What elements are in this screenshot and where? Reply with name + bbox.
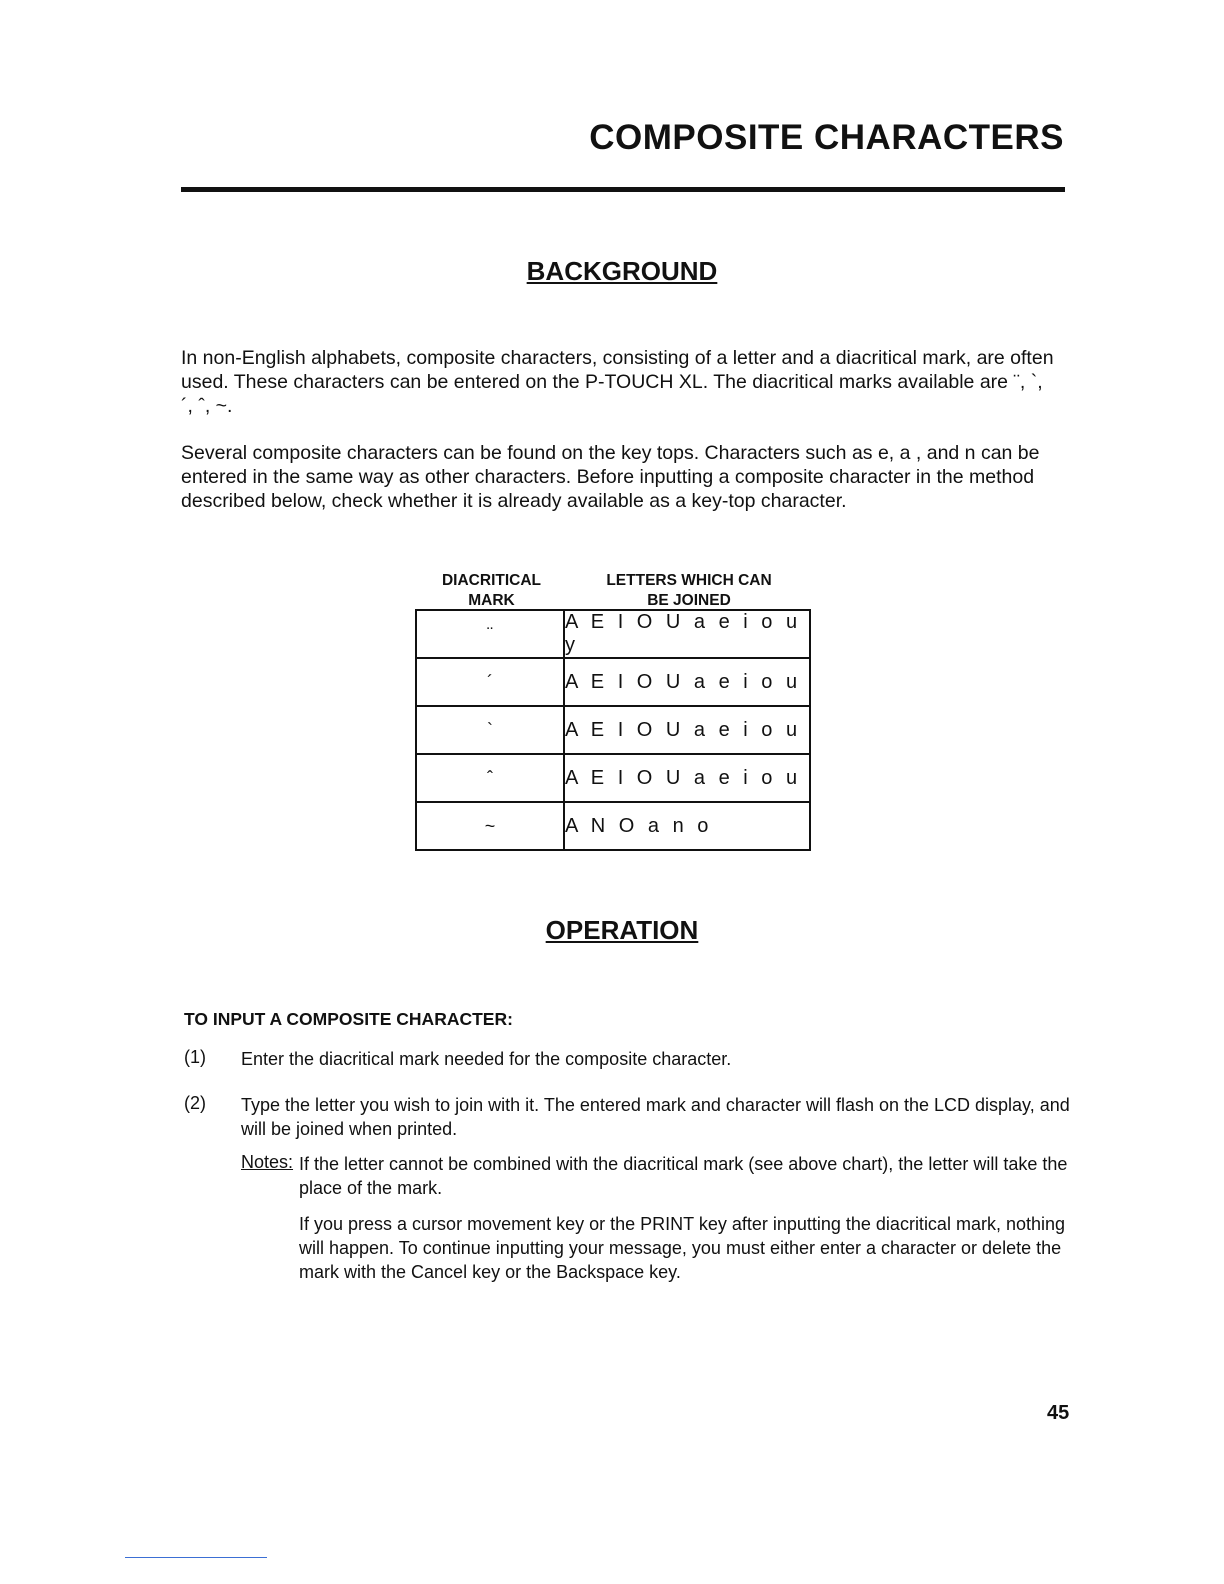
letters-cell: A E I O U a e i o u: [564, 658, 810, 706]
background-paragraph-2: Several composite characters can be found on the key tops. Characters such as e, a , and n can be entered in the same way as other characters. Before inputting a composite character in the method described below, check whether it is already available as a key-top character.: [181, 442, 1040, 512]
table-row: [416, 802, 810, 850]
mark-cell-umlaut: ¨: [416, 610, 564, 658]
letters-cell: A E I O U a e i o u: [564, 754, 810, 802]
mark-cell-circumflex: ˆ: [416, 754, 564, 802]
table-row: [416, 658, 810, 706]
page-title: COMPOSITE CHARACTERS: [589, 118, 1064, 157]
letters-cell: A E I O U a e i o u: [564, 706, 810, 754]
table-row: [416, 610, 810, 658]
mark-cell-tilde: ~: [416, 802, 564, 850]
letters-cell: A N O a n o: [564, 802, 810, 850]
table-row: [416, 754, 810, 802]
note-2-text: If you press a cursor movement key or the PRINT key after inputting the diacritical mark, nothing will happen. To continue inputting your message, you must either enter a character or delete the mark with the Cancel key or the Backspace key.: [299, 1214, 1066, 1282]
table-header-letters-line-2: BE JOINED: [647, 592, 731, 609]
step-2-number: (2): [184, 1093, 206, 1113]
diacritical-marks-table: [415, 609, 811, 851]
background-heading: BACKGROUND: [526, 256, 718, 286]
table-header-letters-line-1: LETTERS WHICH CAN: [606, 572, 772, 589]
scan-edge-line: [125, 1557, 267, 1558]
operation-heading: OPERATION: [545, 915, 699, 945]
background-paragraph-1: [181, 346, 1067, 418]
letters-cell: A E I O U a e i o u y: [564, 610, 810, 658]
table-header-letters: [565, 571, 813, 611]
background-paragraph-1-line-2: used. These characters can be entered on the P-TOUCH XL. The diacritical marks available are ¨, `,: [181, 371, 1043, 393]
mark-cell-grave: `: [416, 706, 564, 754]
background-paragraph-1-line-3: ´, ˆ, ~.: [181, 395, 233, 417]
input-composite-subheading: TO INPUT A COMPOSITE CHARACTER:: [184, 1009, 513, 1029]
note-1-text: If the letter cannot be combined with the diacritical mark (see above chart), the letter will take the place of the mark.: [299, 1154, 1068, 1198]
background-paragraph-1-line-1: In non-English alphabets, composite characters, consisting of a letter and a diacritical mark, are often: [181, 347, 1054, 369]
mark-cell-acute: ´: [416, 658, 564, 706]
table-header-mark-line-1: DIACRITICAL: [441, 572, 542, 589]
table-header-diacritical-mark: [420, 571, 563, 611]
table-header-mark-line-2: MARK: [468, 592, 515, 609]
step-2-text: Type the letter you wish to join with it. The entered mark and character will flash on the LCD display, and will be joined when printed.: [241, 1095, 1070, 1139]
title-rule: [181, 187, 1065, 192]
step-1-number: (1): [184, 1047, 206, 1067]
step-1-text: Enter the diacritical mark needed for the composite character.: [241, 1049, 732, 1069]
table-row: [416, 706, 810, 754]
notes-label: Notes:: [241, 1152, 294, 1172]
page-number: 45: [1047, 1402, 1070, 1424]
